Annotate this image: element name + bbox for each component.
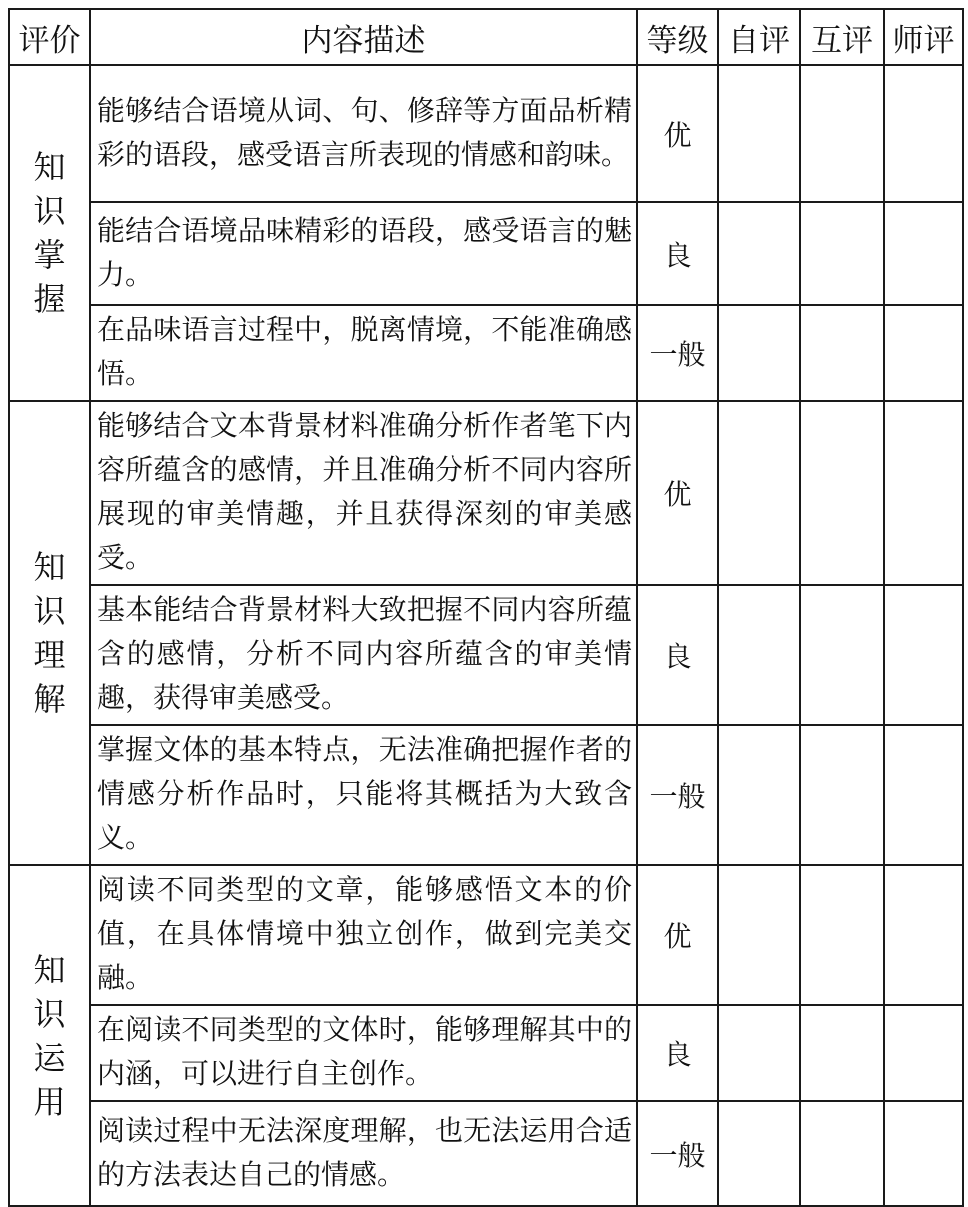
grade-cell: 良 xyxy=(637,202,718,305)
description-cell: 阅读过程中无法深度理解，也无法运用合适的方法表达自己的情感。 xyxy=(90,1101,637,1206)
header-peer-eval: 互评 xyxy=(800,9,884,65)
category-cell xyxy=(9,865,90,1206)
header-description: 内容描述 xyxy=(90,9,637,65)
description-cell: 在品味语言过程中，脱离情境，不能准确感悟。 xyxy=(90,305,637,401)
table-row xyxy=(9,401,963,585)
grade-cell: 优 xyxy=(637,65,718,202)
peer-eval-cell[interactable] xyxy=(800,865,884,1005)
header-self-eval: 自评 xyxy=(718,9,800,65)
self-eval-cell[interactable] xyxy=(718,585,800,725)
grade-cell: 良 xyxy=(637,1005,718,1101)
peer-eval-cell[interactable] xyxy=(800,1101,884,1206)
teacher-eval-cell[interactable] xyxy=(884,1101,963,1206)
description-cell: 阅读不同类型的文章，能够感悟文本的价值，在具体情境中独立创作，做到完美交融。 xyxy=(90,865,637,1005)
self-eval-cell[interactable] xyxy=(718,1101,800,1206)
teacher-eval-cell[interactable] xyxy=(884,865,963,1005)
self-eval-cell[interactable] xyxy=(718,725,800,865)
header-row xyxy=(9,9,963,65)
table-row xyxy=(9,305,963,401)
grade-cell: 优 xyxy=(637,401,718,585)
peer-eval-cell[interactable] xyxy=(800,585,884,725)
table-row xyxy=(9,585,963,725)
table-row xyxy=(9,1101,963,1206)
category-cell xyxy=(9,65,90,401)
description-cell: 基本能结合背景材料大致把握不同内容所蕴含的感情，分析不同内容所蕴含的审美情趣，获得审美感受。 xyxy=(90,585,637,725)
teacher-eval-cell[interactable] xyxy=(884,202,963,305)
header-teacher-eval: 师评 xyxy=(884,9,963,65)
table-row xyxy=(9,202,963,305)
grade-cell: 一般 xyxy=(637,1101,718,1206)
self-eval-cell[interactable] xyxy=(718,65,800,202)
description-cell: 能够结合文本背景材料准确分析作者笔下内容所蕴含的感情，并且准确分析不同内容所展现的审美情趣，并且获得深刻的审美感受。 xyxy=(90,401,637,585)
peer-eval-cell[interactable] xyxy=(800,401,884,585)
header-grade: 等级 xyxy=(637,9,718,65)
teacher-eval-cell[interactable] xyxy=(884,725,963,865)
category-label: 知识掌握 xyxy=(33,148,66,318)
self-eval-cell[interactable] xyxy=(718,401,800,585)
description-cell: 在阅读不同类型的文体时，能够理解其中的内涵，可以进行自主创作。 xyxy=(90,1005,637,1101)
category-cell xyxy=(9,401,90,865)
grade-cell: 一般 xyxy=(637,305,718,401)
table-row xyxy=(9,1005,963,1101)
description-cell: 能够结合语境从词、句、修辞等方面品析精彩的语段，感受语言所表现的情感和韵味。 xyxy=(90,65,637,202)
table-row xyxy=(9,65,963,202)
grade-cell: 良 xyxy=(637,585,718,725)
description-cell: 掌握文体的基本特点，无法准确把握作者的情感分析作品时，只能将其概括为大致含义。 xyxy=(90,725,637,865)
peer-eval-cell[interactable] xyxy=(800,65,884,202)
self-eval-cell[interactable] xyxy=(718,202,800,305)
peer-eval-cell[interactable] xyxy=(800,725,884,865)
grade-cell: 优 xyxy=(637,865,718,1005)
peer-eval-cell[interactable] xyxy=(800,305,884,401)
peer-eval-cell[interactable] xyxy=(800,202,884,305)
peer-eval-cell[interactable] xyxy=(800,1005,884,1101)
category-label: 知识理解 xyxy=(33,548,66,718)
teacher-eval-cell[interactable] xyxy=(884,65,963,202)
teacher-eval-cell[interactable] xyxy=(884,401,963,585)
self-eval-cell[interactable] xyxy=(718,305,800,401)
teacher-eval-cell[interactable] xyxy=(884,585,963,725)
teacher-eval-cell[interactable] xyxy=(884,1005,963,1101)
category-label: 知识运用 xyxy=(33,950,66,1121)
self-eval-cell[interactable] xyxy=(718,1005,800,1101)
teacher-eval-cell[interactable] xyxy=(884,305,963,401)
table-row xyxy=(9,865,963,1005)
evaluation-rubric-table xyxy=(8,8,964,1207)
header-eval: 评价 xyxy=(9,9,90,65)
table-row xyxy=(9,725,963,865)
description-cell: 能结合语境品味精彩的语段，感受语言的魅力。 xyxy=(90,202,637,305)
grade-cell: 一般 xyxy=(637,725,718,865)
self-eval-cell[interactable] xyxy=(718,865,800,1005)
